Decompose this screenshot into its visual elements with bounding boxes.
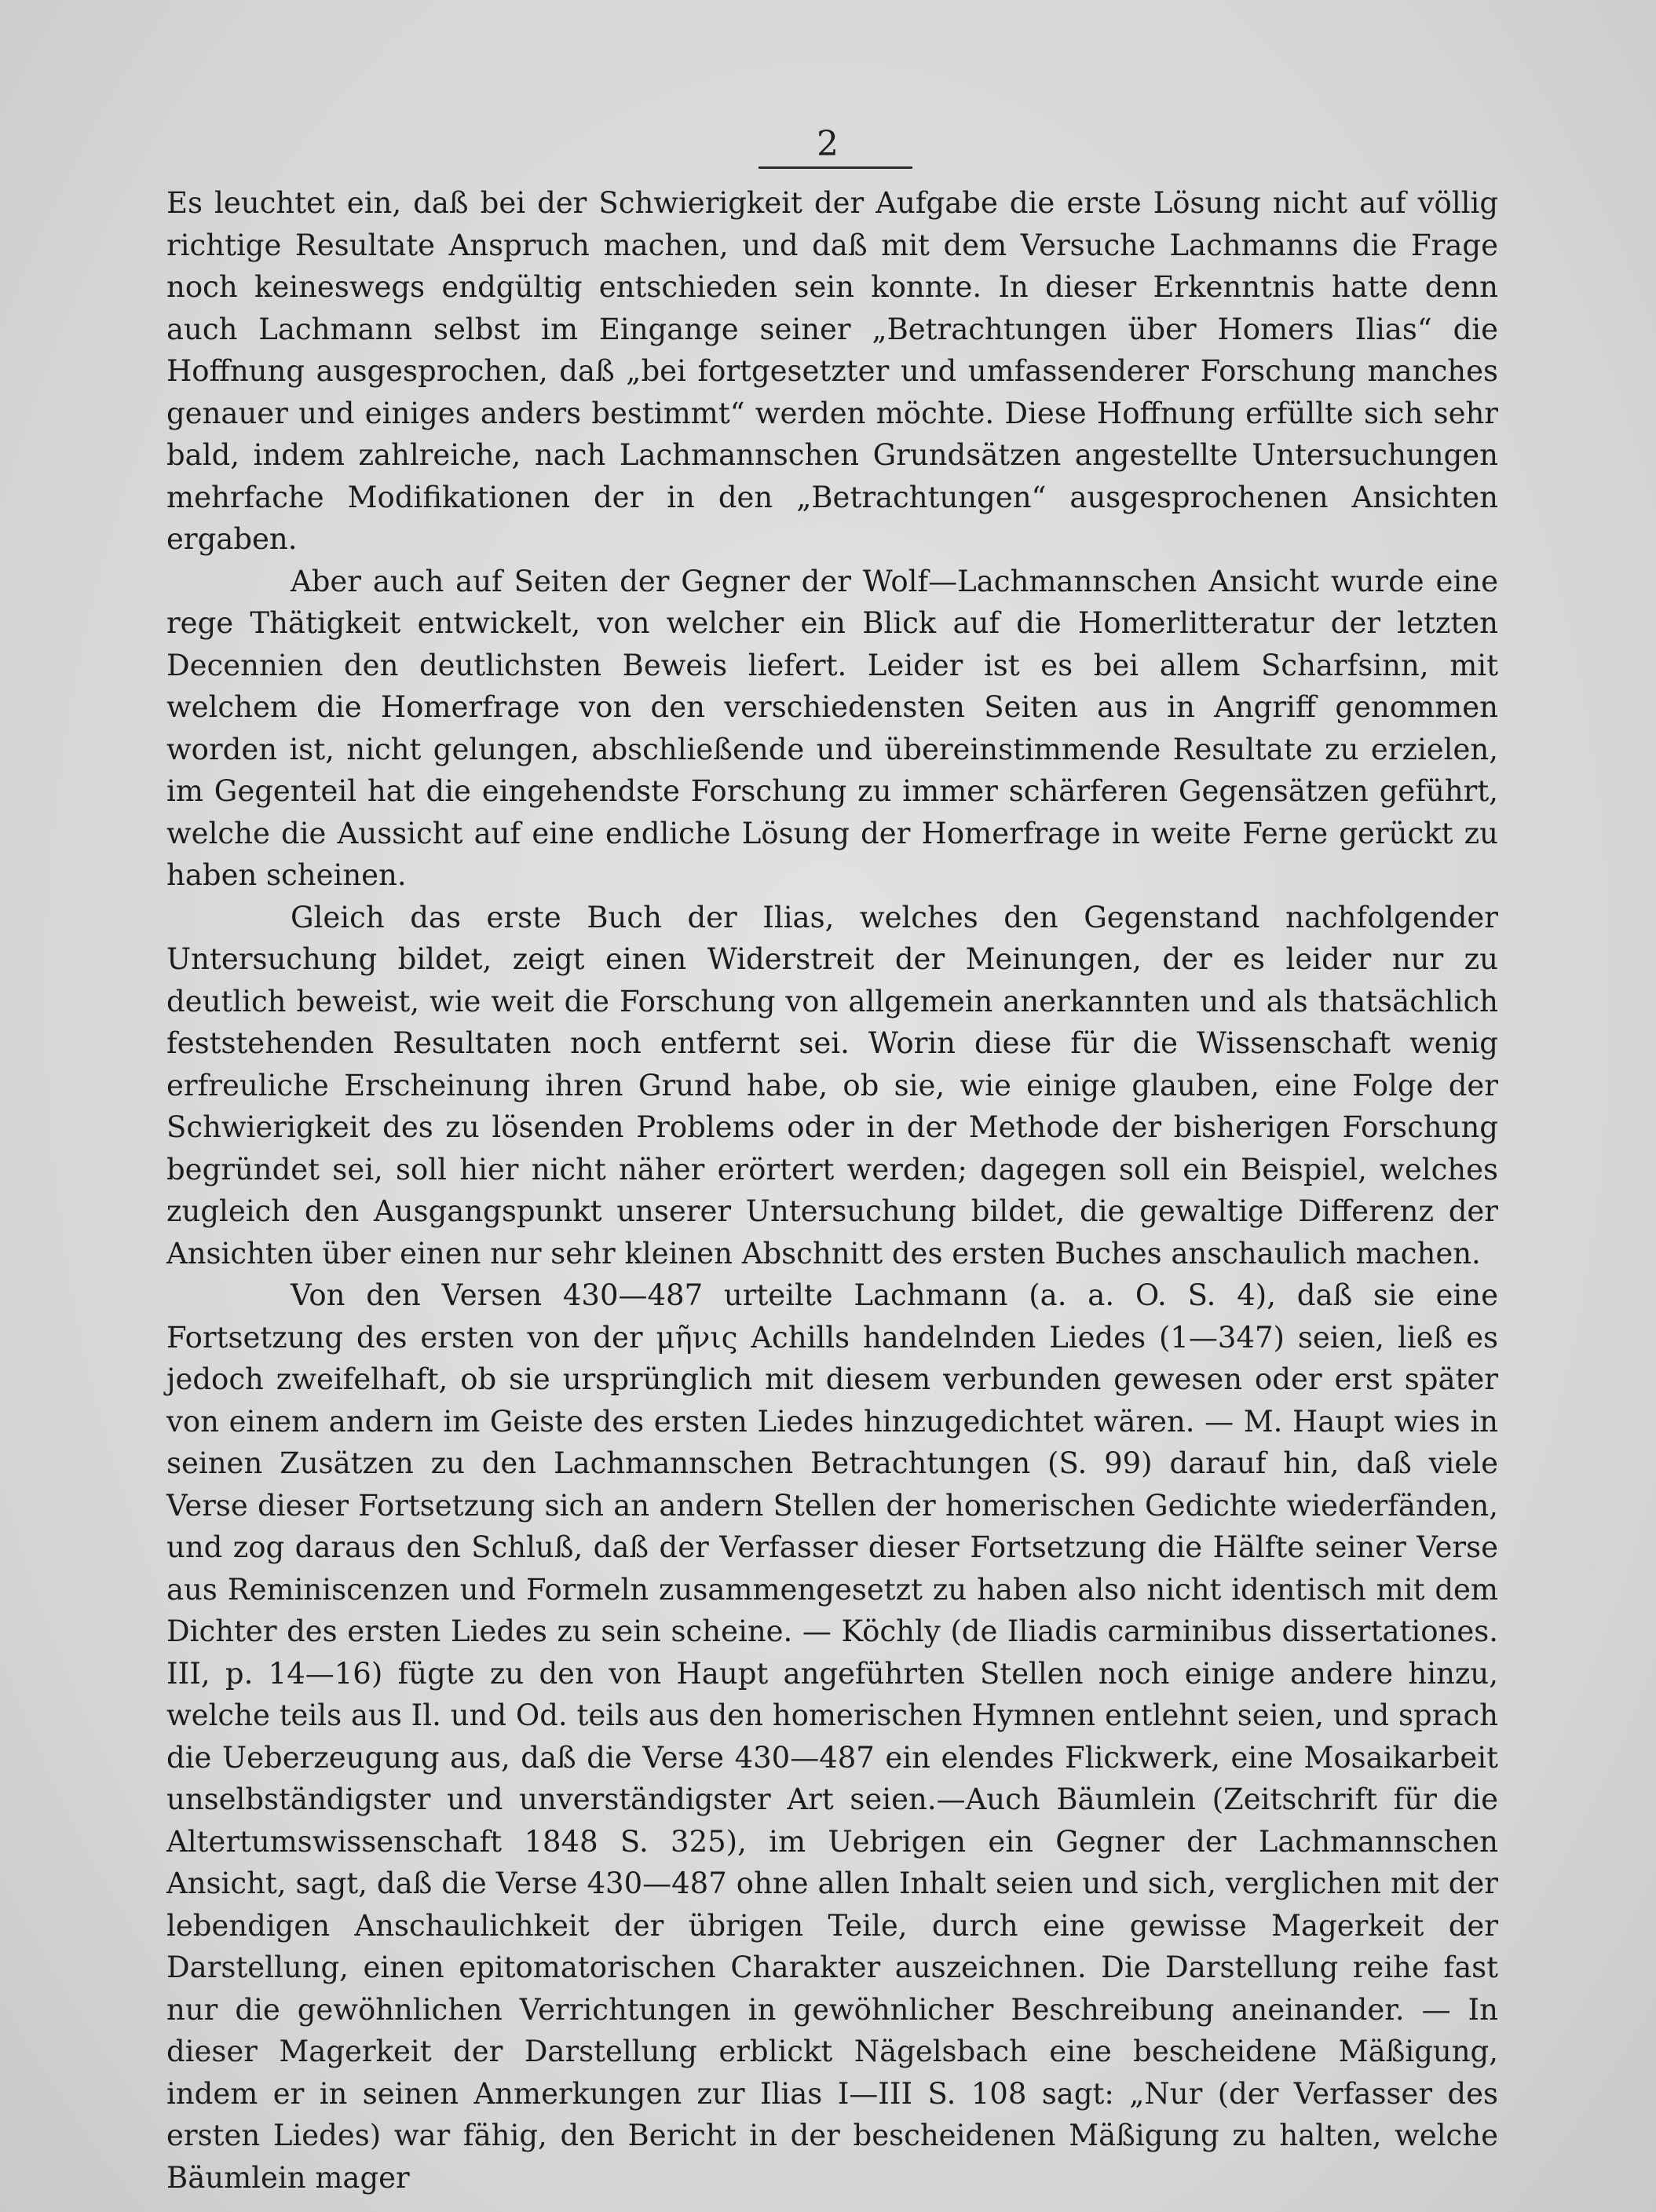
paragraph: Von den Versen 430—487 urteilte Lachmann (a. a. O. S. 4), daß sie eine Fortsetzung des ersten von der μῆνις Achills handelnden Liedes (1—347) seien, ließ es jedoch zweifelhaft, ob sie ursprünglich mit diesem verbunden gewesen oder erst später von einem andern im Geiste des ersten Liedes hinzugedichtet wären. — M. Haupt wies in seinen Zusätzen zu den Lachmannschen Betrachtungen (S. 99) darauf hin, daß viele Verse dieser Fortsetzung sich an andern Stellen der homerischen Gedichte wiederfänden, und zog daraus den Schluß, daß der Verfasser dieser Fortsetzung die Hälfte seiner Verse aus Reminiscenzen und Formeln zusammengesetzt zu haben also nicht identisch mit dem Dichter des ersten Liedes zu sein scheine. — Köchly (de Iliadis carminibus dissertationes. III, p. 14—16) fügte zu den von Haupt angeführten Stellen noch einige andere hinzu, welche teils aus Il. und Od. teils aus den homerischen Hymnen entlehnt seien, und sprach die Ueberzeugung aus, daß die Verse 430—487 ein elendes Flickwerk, eine Mosaikarbeit unselbständigster und unverständigster Art seien.—Auch Bäumlein (Zeitschrift für die Altertumswissenschaft 1848 S. 325), im Uebrigen ein Gegner der Lachmannschen Ansicht, sagt, daß die Verse 430—487 ohne allen Inhalt seien und sich, verglichen mit der lebendigen Anschaulichkeit der übrigen Teile, durch eine gewisse Magerkeit der Darstellung, einen epitomatorischen Charakter auszeichnen. Die Darstellung reihe fast nur die gewöhnlichen Verrichtungen in gewöhnlicher Beschreibung aneinander. — In dieser Magerkeit der Darstellung erblickt Nägelsbach eine bescheidene Mäßigung, indem er in seinen Anmerkungen zur Ilias I—III S. 108 sagt: „Nur (der Verfasser des ersten Liedes) war fähig, den Bericht in der bescheidenen Mäßigung zu halten, welche Bäumlein mager <box>166 1278 1498 2195</box>
page-number: 2 <box>817 124 839 164</box>
paragraph: Aber auch auf Seiten der Gegner der Wolf—Lachmannschen Ansicht wurde eine rege Thätigkeit entwickelt, von welcher ein Blick auf die Homerlitteratur der letzten Decennien den deutlichsten Beweis liefert. Leider ist es bei allem Scharfsinn, mit welchem die Homerfrage von den verschiedensten Seiten aus in Angriff genommen worden ist, nicht gelungen, abschließende und übereinstimmende Resultate zu erzielen, im Gegenteil hat die eingehendste Forschung zu immer schärferen Gegensätzen geführt, welche die Aussicht auf eine endliche Lösung der Homerfrage in weite Ferne gerückt zu haben scheinen. <box>166 564 1498 892</box>
paragraph: Gleich das erste Buch der Ilias, welches den Gegenstand nachfolgender Untersuchung bildet, zeigt einen Widerstreit der Meinungen, der es leider nur zu deutlich beweist, wie weit die Forschung von allgemein anerkannten und als thatsächlich feststehenden Resultaten noch entfernt sei. Worin diese für die Wissenschaft wenig erfreuliche Erscheinung ihren Grund habe, ob sie, wie einige glauben, eine Folge der Schwierigkeit des zu lösenden Problems oder in der Methode der bisherigen Forschung begründet sei, soll hier nicht näher erörtert werden; dagegen soll ein Beispiel, welches zugleich den Ausgangspunkt unserer Untersuchung bildet, die gewaltige Differenz der Ansichten über einen nur sehr kleinen Abschnitt des ersten Buches anschaulich machen. <box>166 900 1498 1271</box>
paragraph: Es leuchtet ein, daß bei der Schwierigkeit der Aufgabe die erste Lösung nicht auf völlig richtige Resultate Anspruch machen, und daß mit dem Versuche Lachmanns die Frage noch keineswegs endgültig entschieden sein konnte. In dieser Erkenntnis hatte denn auch Lachmann selbst im Eingange seiner „Betrachtungen über Homers Ilias“ die Hoffnung ausgesprochen, daß „bei fortgesetzter und umfassenderer Forschung manches genauer und einiges anders bestimmt“ werden möchte. Diese Hoffnung erfüllte sich sehr bald, indem zahlreiche, nach Lachmannschen Grundsätzen angestellte Untersuchungen mehrfache Modifikationen der in den „Betrachtungen“ ausgesprochenen Ansichten ergaben. <box>166 186 1498 556</box>
page-number-rule <box>759 166 912 169</box>
text-body <box>166 182 1498 2199</box>
